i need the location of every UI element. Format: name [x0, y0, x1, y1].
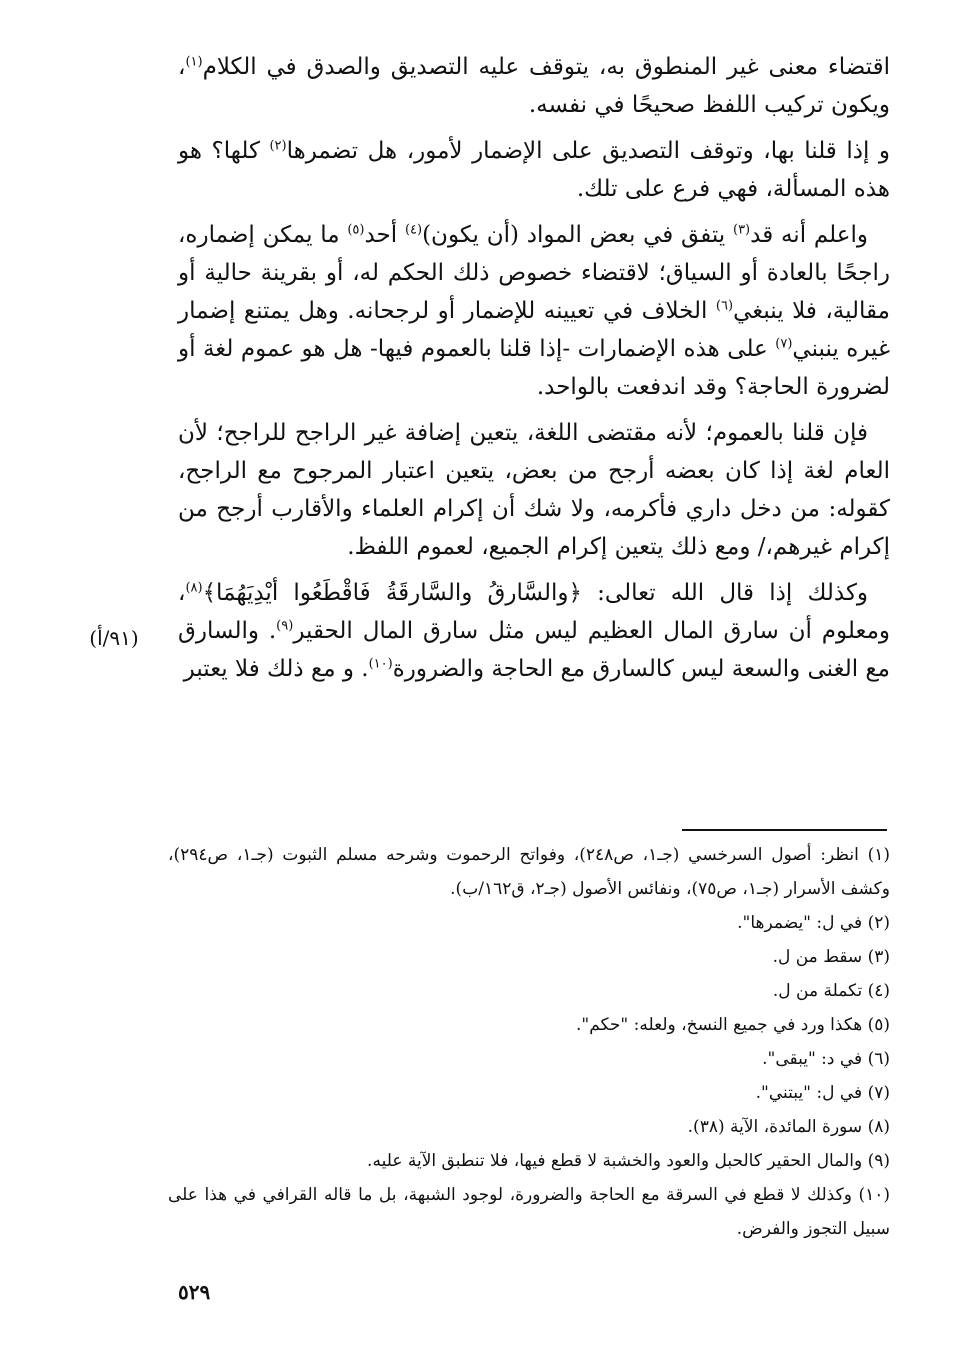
- footnote-9: (٩) والمال الحقير كالحبل والعود والخشبة لا قطع فيها، فلا تنطبق الآية عليه.: [367, 1151, 890, 1171]
- text-run: يتفق في بعض المواد (أن يكون): [422, 222, 733, 248]
- footnote-marker[interactable]: (٦): [715, 298, 734, 314]
- footnote-marker[interactable]: (٥): [347, 222, 365, 238]
- text-run: واعلم أنه قد: [750, 222, 868, 248]
- paragraph-2: [178, 132, 890, 208]
- footnote-8: (٨) سورة المائدة، الآية (٣٨).: [687, 1117, 890, 1137]
- text-run: اقتضاء معنى غير المنطوق به، يتوقف عليه التصديق والصدق في الكلام: [202, 54, 890, 80]
- footnote-marker[interactable]: (١): [185, 54, 203, 70]
- footnote-10: (١٠) وكذلك لا قطع في السرقة مع الحاجة والضرورة، لوجود الشبهة، بل ما قاله القرافي في هذا على سبيل التجوز والفرض.: [168, 1185, 890, 1239]
- footnote-4: (٤) تكملة من ل.: [772, 981, 890, 1001]
- text-run: . والسارق مع الغنى والسعة ليس كالسارق مع الحاجة والضرورة: [178, 618, 890, 682]
- footnote-marker[interactable]: (٣): [732, 222, 751, 238]
- footnote-marker[interactable]: (٨): [185, 580, 203, 596]
- footnote-marker[interactable]: (٢): [269, 138, 287, 154]
- footnote-separator: [682, 829, 887, 831]
- page-number: ٥٢٩: [178, 1280, 211, 1304]
- text-run: فإن قلنا بالعموم؛ لأنه مقتضى اللغة، يتعين إضافة غير الراجح للراجح؛ لأن العام لغة إذا كان بعضه أرجح من بعض، يتعين اعتبار المرجوح مع الراجح، كقوله: من دخل داري فأكرمه، ولا شك أن إكرام العلماء والأقارب أرجح من إكرام غيرهم،/ ومع ذلك يتعين إكرام الجميع، لعموم اللفظ.: [178, 420, 890, 560]
- footnote-3: (٣) سقط من ل.: [772, 947, 890, 967]
- text-run: ، ويكون تركيب اللفظ صحيحًا في نفسه.: [178, 54, 890, 118]
- text-run: . و مع ذلك فلا يعتبر: [183, 656, 369, 682]
- text-run: على هذه الإضمارات -إذا قلنا بالعموم فيها- هل هو عموم لغة أو لضرورة الحاجة؟ وقد اندفعت بالواحد.: [178, 336, 890, 400]
- footnote-marker[interactable]: (٧): [775, 336, 793, 352]
- text-run: أحد: [364, 222, 405, 248]
- paragraph-3: [178, 216, 890, 406]
- footnote-2: (٢) في ل: "يضمرها".: [737, 913, 890, 933]
- text-run: الخلاف في تعيينه للإضمار أو لرجحانه. وهل يمتنع إضمار غيره ينبني: [178, 298, 890, 362]
- paragraph-5: [178, 574, 890, 688]
- footnote-7: (٧) في ل: "يبتني".: [755, 1083, 890, 1103]
- text-run: و إذا قلنا بها، وتوقف التصديق على الإضمار لأمور، هل تضمرها: [286, 138, 890, 164]
- paragraph-4: [178, 414, 890, 566]
- footnote-marker[interactable]: (١٠): [368, 656, 393, 672]
- footnote-marker[interactable]: (٩): [276, 618, 294, 634]
- main-text: [178, 48, 890, 696]
- footnote-6: (٦) في د: "يبقى".: [762, 1049, 890, 1069]
- text-run: وكذلك إذا قال الله تعالى: ﴿والسَّارقُ والسَّارقَةُ فَاقْطَعُوا أيْدِيَهُمَا﴾: [202, 580, 868, 606]
- footnote-marker[interactable]: (٤): [404, 222, 423, 238]
- text-run: كلها؟ هو هذه المسألة، فهي فرع على تلك.: [178, 138, 890, 202]
- manuscript-folio-reference: (٩١/أ): [89, 626, 139, 650]
- footnote-1: (١) انظر: أصول السرخسي (جـ١، ص٢٤٨)، وفواتح الرحموت وشرحه مسلم الثبوت (جـ١، ص٢٩٤)، وكشف الأسرار (جـ١، ص٧٥)، ونفائس الأصول (جـ٢، ق١٦٢/ب).: [168, 845, 890, 899]
- footnote-5: (٥) هكذا ورد في جميع النسخ، ولعله: "حكم".: [575, 1015, 890, 1035]
- paragraph-1: [178, 48, 890, 124]
- footnotes: [168, 838, 890, 1246]
- text-run: ما يمكن إضماره، راجحًا بالعادة أو السياق؛ لاقتضاء خصوص ذلك الحكم له، أو بقرينة حالية أو مقالية، فلا ينبغي: [178, 222, 890, 324]
- text-run: ، ومعلوم أن سارق المال العظيم ليس مثل سارق المال الحقير: [178, 580, 891, 644]
